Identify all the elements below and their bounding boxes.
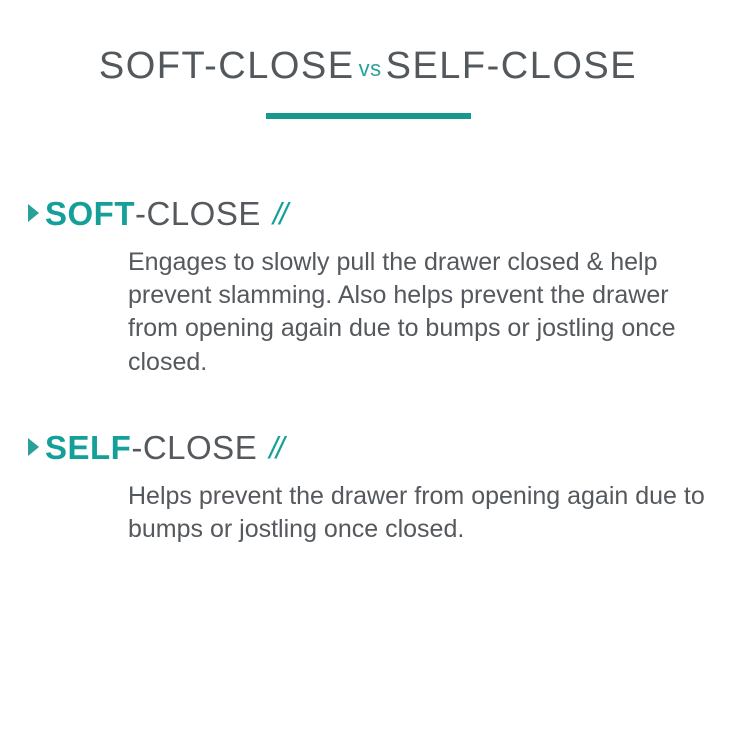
section-title-rest: -CLOSE [135, 194, 261, 232]
section-self-close [28, 428, 706, 547]
title-left: SOFT-CLOSE [98, 45, 355, 87]
header [0, 0, 736, 119]
triangle-bullet-icon [28, 438, 39, 456]
section-title [45, 194, 261, 232]
title-right: SELF-CLOSE [385, 45, 638, 87]
title-underline-divider [266, 113, 471, 119]
section-title-rest: -CLOSE [131, 428, 258, 466]
section-soft-close [28, 194, 706, 379]
title-vs: vs [358, 56, 382, 81]
section-heading [28, 428, 706, 466]
slashes-decoration: // [269, 429, 283, 465]
section-body [28, 246, 706, 379]
slashes-decoration: // [272, 195, 287, 231]
page-title [0, 46, 736, 88]
section-body [28, 480, 706, 547]
sections-container [0, 194, 736, 547]
section-heading [28, 194, 706, 232]
triangle-bullet-icon [28, 204, 39, 222]
section-title [45, 428, 258, 466]
section-title-keyword: SELF [45, 428, 132, 466]
section-body-text: Engages to slowly pull the drawer closed & help prevent slamming. Also helps prevent the drawer from opening again due to bumps or jostling once closed. [128, 247, 676, 376]
section-body-text: Helps prevent the drawer from opening again due to bumps or jostling once closed. [128, 481, 705, 544]
section-title-keyword: SOFT [45, 194, 135, 232]
